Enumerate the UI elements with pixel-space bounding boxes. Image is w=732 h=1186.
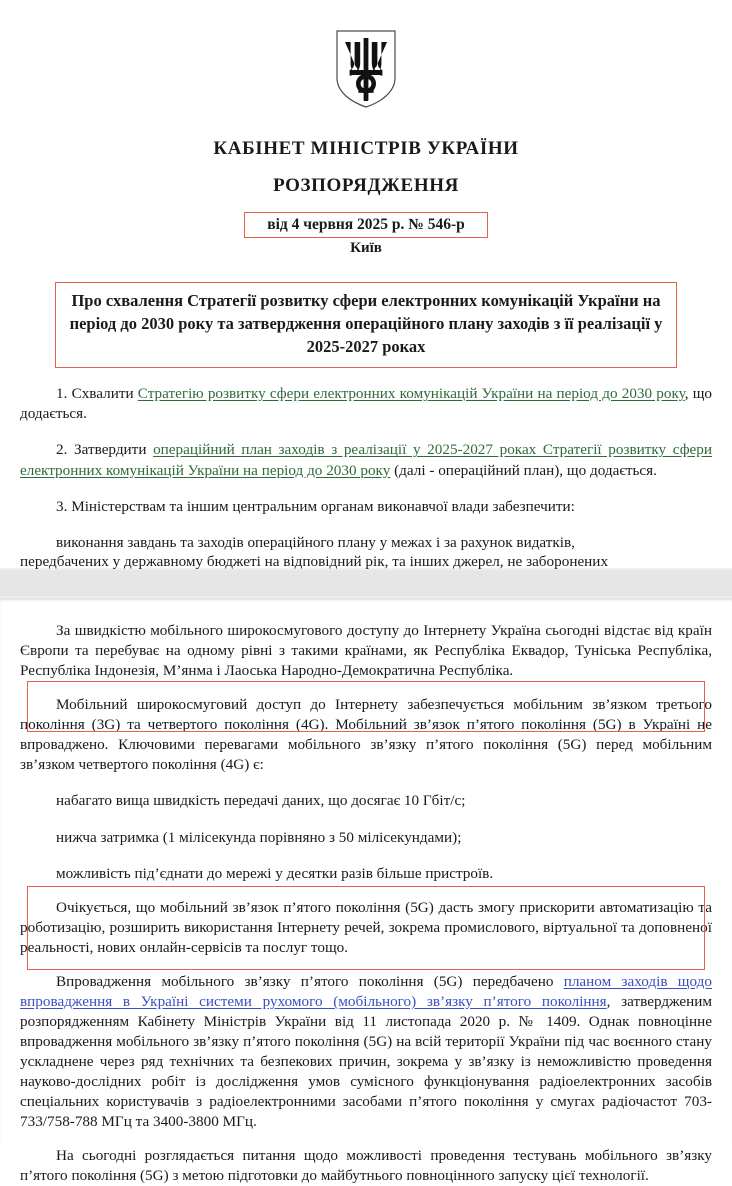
city-line: Київ [350,240,382,257]
clause-3-subitem-continuation: передбачених у державному бюджеті на відповідний рік, та інших джерел, не заборонених [20,553,609,570]
clause-2-link[interactable]: операційний план заходів з реалізації у 2025-2027 роках Стратегії розвитку сфери електронних комунікацій України на період до 2030 року [20,441,712,479]
clause-1-suffix: , що додається. [20,385,712,423]
clause-1 [20,384,712,424]
clause-2-prefix: 2. Затвердити [56,441,154,459]
paragraph-5g-testing: На сьогодні розглядається питання щодо можливості проведення тестувань мобільного зв’язку п’ятого покоління (5G) з метою підготовки до майбутнього повноцінного запуску цієї технології. [20,1147,712,1185]
decree-subject-title: Про схвалення Стратегії розвитку сфери електронних комунікацій України на період до 2030 року та затвердження операційного плану заходів з її реалізації у 2025-2027 роках [55,282,677,368]
document-page-2 [0,598,732,1185]
decree-date-number: від 4 червня 2025 р. № 546-р [244,212,488,238]
paragraph-5g-plan [20,972,712,1133]
benefit-item: нижча затримка (1 мілісекунда порівняно з 50 мілісекундами); [56,828,462,846]
clause-2 [20,440,712,480]
ukraine-trident-icon [335,30,397,108]
clause-3: 3. Міністерствам та іншим центральним органам виконавчої влади забезпечити: [56,497,575,515]
document-page-1 [0,0,732,568]
benefit-item: можливість під’єднати до мережі у десятки разів більше пристроїв. [56,864,494,882]
clause-3-subitem: виконання завдань та заходів операційного плану у межах і за рахунок видатків, [56,533,575,551]
clause-3-subitem-clipped-line [20,552,712,568]
paragraph-5g-plan-suffix: , затвердженим розпорядженням Кабінету Міністрів України від 11 листопада 2020 р. № 1409. Однак повноцінне впровадження мобільного зв’язку п’ятого покоління (5G) на всій території України під час воєнного стану ускладнене через ряд технічних та безпекових причин, зокрема у зв’язку із неможливістю проведення науково-дослідних робіт із дослідження умов сумісного функціонування радіоелектронних засобів спеціальних користувачів з радіоелектронними засобами п’ятого покоління у смугах радіочастот 703-733/758-788 МГц та 3400-3800 МГц. [20,992,712,1131]
paragraph-mobile-access: Мобільний широкосмуговий доступ до Інтернету забезпечується мобільним зв’язком третього покоління (3G) та четвертого покоління (4G). Мобільний зв’язок п’ятого покоління (5G) в Україні не впроваджено. Ключовими перевагами мобільного зв’язку п’ятого покоління (5G) перед мобільним зв’язком четвертого покоління (4G) є: [20,696,712,774]
page-separator [0,568,732,598]
paragraph-5g-plan-link[interactable]: планом заходів щодо впровадження в Україні системи рухомого (мобільного) зв’язку п’ятого покоління [20,972,712,1010]
paragraph-5g-plan-prefix: Впровадження мобільного зв’язку п’ятого покоління (5G) передбачено [56,972,564,990]
page-title-kind: РОЗПОРЯДЖЕННЯ [273,175,459,196]
paragraph-expectations: Очікується, що мобільний зв’язок п’ятого покоління (5G) дасть змогу прискорити автоматизацію та роботизацію, розширить використання Інтернету речей, зокрема промислового, віртуальної та доповненої реальності, нових онлайн-сервісів та послуг тощо. [20,898,712,956]
clause-1-prefix: 1. Схвалити [56,385,138,403]
paragraph-broadband-speed: За швидкістю мобільного широкосмугового доступу до Інтернету Україна сьогодні відстає від країн Європи та перебуває на одному рівні з такими країнами, як Республіка Еквадор, Туніська Республіка, Республіка Індонезія, М’янма і Лаоська Народно-Демократична Республіка. [20,622,712,680]
page-title-authority: КАБІНЕТ МІНІСТРІВ УКРАЇНИ [213,138,519,159]
date-line-container [20,197,712,238]
clause-1-link[interactable]: Стратегію розвитку сфери електронних комунікацій України на період до 2030 року [137,385,685,403]
benefit-item: набагато вища швидкість передачі даних, що досягає 10 Гбіт/с; [56,792,466,810]
clause-2-suffix: (далі - операційний план), що додається. [390,461,657,479]
coat-of-arms-container [20,0,712,112]
